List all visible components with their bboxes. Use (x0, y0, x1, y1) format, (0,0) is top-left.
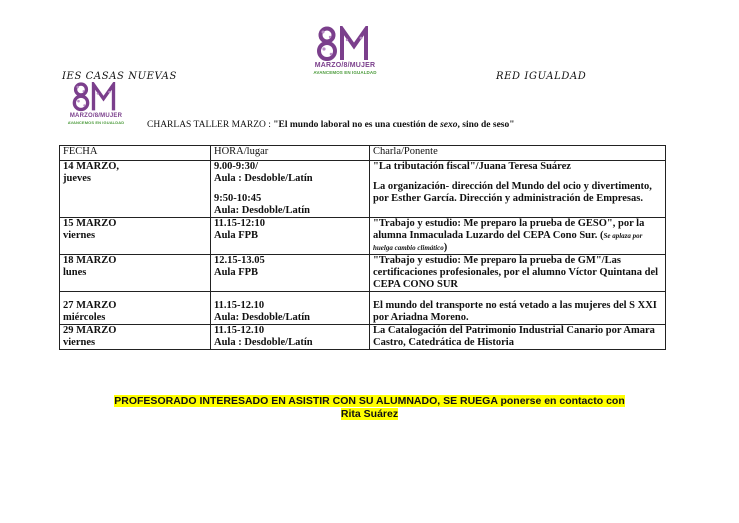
hora-place: Aula: Desdoble/Latín (214, 205, 310, 216)
hora-place: Aula FPB (214, 230, 259, 241)
table-row (60, 218, 666, 255)
cell-hora (211, 325, 370, 350)
cell-fecha (60, 161, 211, 218)
logo-line2: AVANCEMOS EN IGUALDAD (67, 120, 125, 125)
column-header-fecha: FECHA (60, 146, 211, 161)
cell-fecha (60, 218, 211, 255)
logo-8m-mark (69, 82, 123, 112)
fecha-day: lunes (63, 267, 87, 278)
cell-fecha (60, 255, 211, 292)
table-row (60, 255, 666, 292)
cell-charla (370, 292, 666, 325)
hora-place: Aula : Desdoble/Latín (214, 337, 313, 348)
table-row (60, 292, 666, 325)
cell-charla (370, 218, 666, 255)
hora-place: Aula : Desdoble/Latín (214, 173, 313, 184)
charla-text: La organización- dirección del Mundo del ocio y divertimento, por Esther García. Dirección y administración de Empresas. (373, 181, 652, 204)
column-header-charla: Charla/Ponente (370, 146, 666, 161)
charla-text: La Catalogación del Patrimonio Industrial Canario por Amara Castro, Catedrática de Historia (373, 325, 655, 348)
fecha-day: viernes (63, 230, 96, 241)
charla-text: El mundo del transporte no está vetado a las mujeres del S XXI por Ariadna Moreno. (373, 300, 657, 323)
fecha-date: 18 MARZO (63, 255, 117, 266)
note-line2: Rita Suárez (340, 408, 399, 420)
subtitle-quote-end: , sino de seso" (457, 120, 515, 130)
cell-fecha (60, 292, 211, 325)
network-name: RED IGUALDAD (496, 71, 587, 82)
logo-line1: MARZO/8/MUJER (69, 113, 123, 119)
hora-time: 11.15-12:10 (214, 218, 266, 229)
subtitle-word: sexo (440, 120, 458, 130)
logo-8m-mark (314, 26, 376, 62)
hora-time: 9.00-9:30/ (214, 161, 259, 172)
table-header-row (60, 146, 666, 161)
logo-line1: MARZO/8/MUJER (314, 62, 376, 69)
logo-line2: AVANCEMOS EN IGUALDAD (313, 70, 377, 75)
cell-hora (211, 292, 370, 325)
charla-text: "La tributación fiscal"/Juana Teresa Suárez (373, 161, 571, 172)
cell-fecha (60, 325, 211, 350)
cell-hora (211, 218, 370, 255)
table-row (60, 161, 666, 218)
hora-place: Aula: Desdoble/Latín (214, 312, 310, 323)
fecha-date: 14 MARZO, (63, 161, 119, 172)
charla-text-end: ) (443, 242, 448, 253)
fecha-day: miércoles (63, 312, 106, 323)
charla-text: "Trabajo y estudio: Me preparo la prueba de GM"/Las certificaciones profesionales, por el alumno Víctor Quintana del CEPA CONO SUR (373, 255, 659, 290)
fecha-date: 15 MARZO (63, 218, 117, 229)
note-line1: PROFESORADO INTERESADO EN ASISTIR CON SU ALUMNADO, SE RUEGA ponerse en contacto con (114, 395, 625, 407)
cell-charla (370, 255, 666, 292)
school-name: IES CASAS NUEVAS (62, 71, 177, 82)
contact-note (60, 395, 679, 421)
fecha-date: 29 MARZO (63, 325, 117, 336)
hora-place: Aula FPB (214, 267, 259, 278)
logo-8m-top (308, 26, 382, 76)
hora-time: 11.15-12.10 (214, 300, 265, 311)
fecha-day: viernes (63, 337, 96, 348)
cell-charla (370, 161, 666, 218)
cell-charla (370, 325, 666, 350)
subtitle-prefix: CHARLAS TALLER MARZO : (147, 120, 274, 130)
table-row (60, 325, 666, 350)
postponed-note: Se aplaza por huelga cambio climático (373, 232, 643, 252)
hora-time: 9:50-10:45 (214, 193, 262, 204)
charla-text: "Trabajo y estudio: Me preparo la prueba de GESO", por la alumna Inmaculada Luzardo del CEPA Cono Sur. ( (373, 218, 645, 241)
page-subtitle (147, 120, 515, 130)
hora-time: 11.15-12.10 (214, 325, 265, 336)
schedule-table (59, 145, 666, 350)
hora-time: 12.15-13.05 (214, 255, 265, 266)
subtitle-quote-open: "El mundo laboral no es una cuestión de (273, 120, 441, 130)
fecha-date: 27 MARZO (63, 300, 117, 311)
column-header-hora: HORA/lugar (211, 146, 370, 161)
cell-hora (211, 161, 370, 218)
logo-8m-left (64, 82, 128, 126)
cell-hora (211, 255, 370, 292)
fecha-day: jueves (63, 173, 91, 184)
